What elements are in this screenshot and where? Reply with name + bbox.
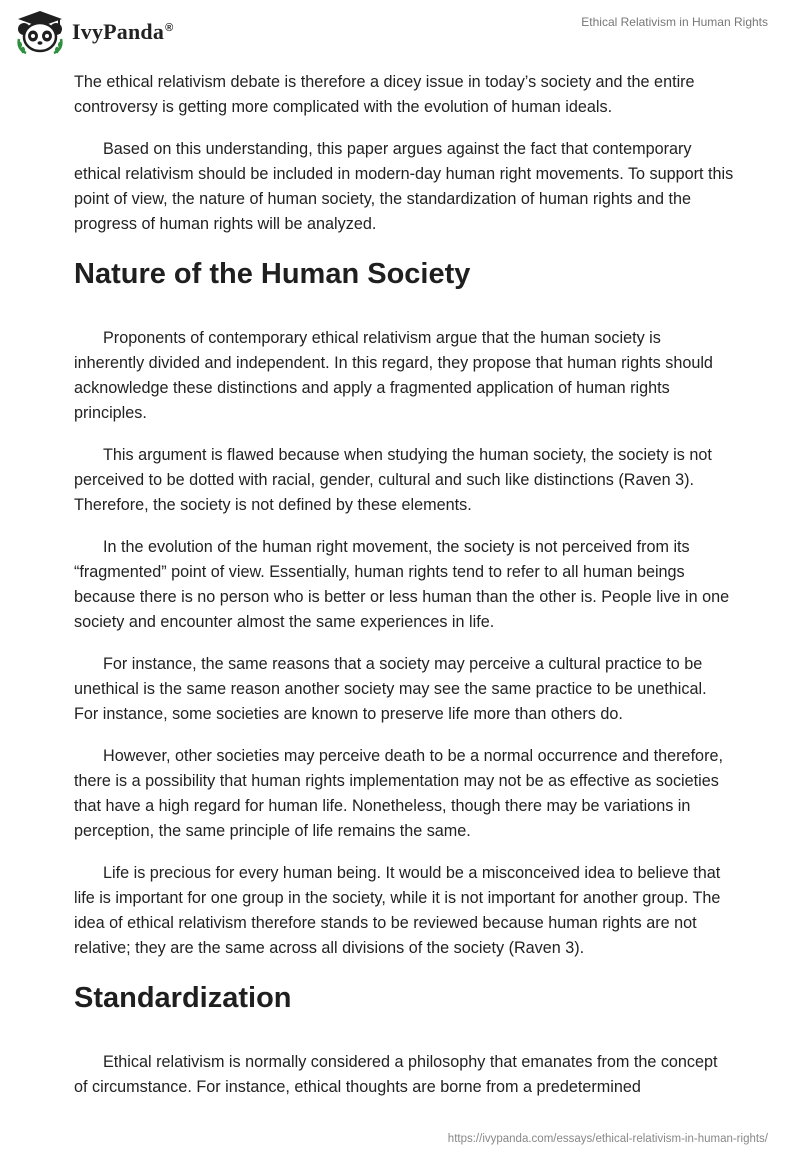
paragraph: Proponents of contemporary ethical relativism argue that the human society is inherently divided and independent. In this regard, they propose that human rights should acknowledge these distinctions and apply a fragmented application of human rights principles. [74, 329, 713, 422]
registered-mark: ® [165, 21, 174, 34]
paragraph: The ethical relativism debate is therefore a dicey issue in today’s society and the entire controversy is getting more complicated with the evolution of human ideals. [74, 73, 695, 116]
brand-logo[interactable] [14, 8, 173, 56]
paragraph: Life is precious for every human being. It would be a misconceived idea to believe that life is important for one group in the society, while it is not important for another group. The idea of ethical relativism therefore stands to be reviewed because human rights are not relative; they are the same across all divisions of the society (Raven 3). [74, 864, 721, 957]
section-heading-nature: Nature of the Human Society [74, 258, 471, 290]
essay-body [74, 70, 734, 1117]
paragraph: Based on this understanding, this paper argues against the fact that contemporary ethical relativism should be included in modern-day human right movements. To support this point of view, the nature of human society, the standardization of human rights and the progress of human rights will be analyzed. [74, 140, 734, 233]
paragraph: This argument is flawed because when studying the human society, the society is not perceived to be dotted with racial, gender, cultural and such like distinctions (Raven 3). Therefore, the society is not defined by these elements. [74, 446, 712, 514]
page-header [0, 0, 800, 64]
paragraph: Ethical relativism is normally considered a philosophy that emanates from the concept of circumstance. For instance, ethical thoughts are borne from a predetermined [74, 1053, 718, 1096]
brand-name: IvyPanda® [72, 19, 174, 44]
paragraph: For instance, the same reasons that a society may perceive a cultural practice to be unethical is the same reason another society may see the same practice to be unethical. For instance, some societies are known to preserve life more than others do. [74, 655, 707, 723]
document-title: Ethical Relativism in Human Rights [581, 15, 768, 29]
paragraph: In the evolution of the human right movement, the society is not perceived from its “fragmented” point of view. Essentially, human rights tend to refer to all human beings because there is no person who is better or less human than the other is. People live in one society and encounter almost the same experiences in life. [74, 538, 730, 631]
source-url[interactable]: https://ivypanda.com/essays/ethical-relativism-in-human-rights/ [447, 1133, 768, 1145]
panda-graduate-icon [14, 9, 66, 55]
section-heading-standardization: Standardization [74, 982, 292, 1014]
paragraph: However, other societies may perceive death to be a normal occurrence and therefore, there is a possibility that human rights implementation may not be as effective as societies that have a high regard for human life. Nonetheless, though there may be variations in perception, the same principle of life remains the same. [74, 747, 723, 840]
